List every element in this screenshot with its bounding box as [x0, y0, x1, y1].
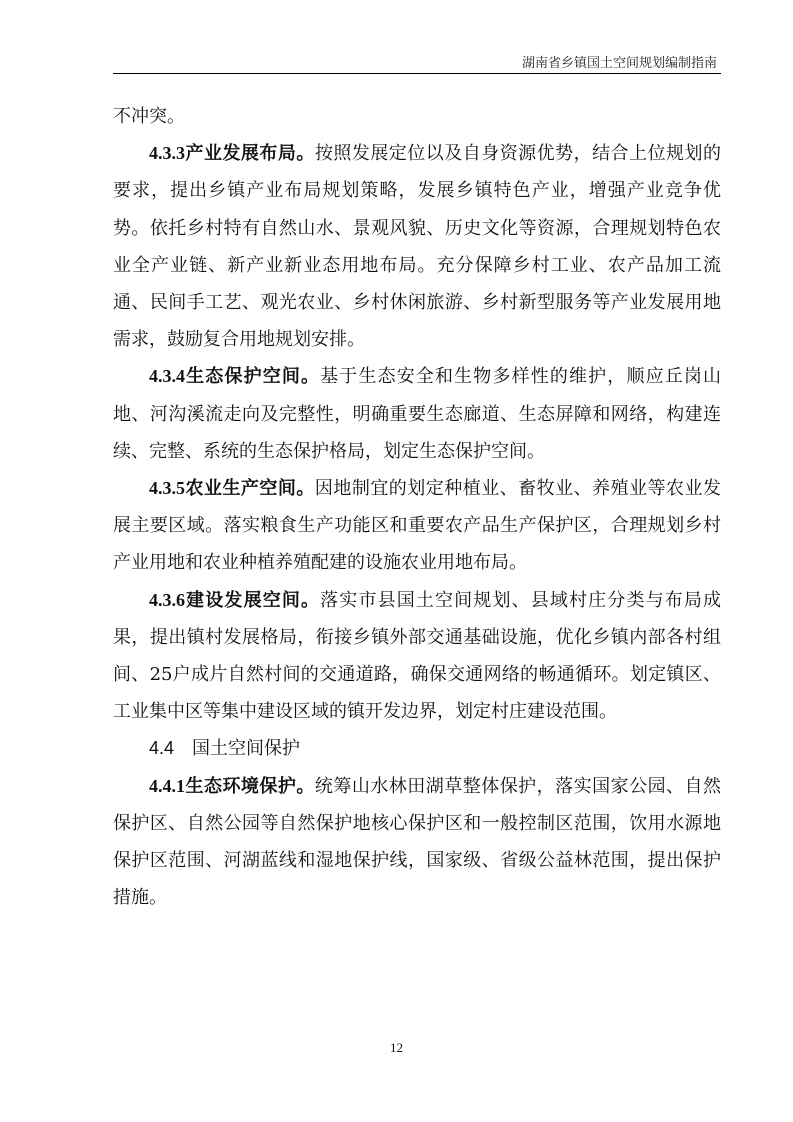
heading-title: 国土空间保护	[192, 738, 301, 760]
page-number: 12	[390, 1040, 403, 1055]
section-body: 基于生态安全和生物多样性的维护，顺应丘岗山地、河沟溪流走向及完整性，明确重要生态廊道、生态屏障和网络，构建连续、完整、系统的生态保护格局，划定生态保护空间。	[113, 366, 722, 462]
heading-number: 4.4	[149, 738, 175, 759]
section-body: 落实市县国土空间规划、县域村庄分类与布局成果，提出镇村发展格局，衔接乡镇外部交通基础设施，优化乡镇内部各村组间、25户成片自然村间的交通道路，确保交通网络的畅通循环。划定镇区、工业集中区等集中建设区域的镇开发边界，划定村庄建设范围。	[113, 589, 722, 723]
paragraph-4-3-3	[113, 135, 721, 358]
section-body: 统筹山水林田湖草整体保护，落实国家公园、自然保护区、自然公园等自然保护地核心保护区和一般控制区范围，饮用水源地保护区范围、河湖蓝线和湿地保护线，国家级、省级公益林范围，提出保护措施。	[113, 775, 722, 909]
paragraph-4-3-6	[113, 582, 721, 731]
paragraph-4-3-4	[113, 358, 721, 470]
paragraph-continuation: 不冲突。	[113, 106, 185, 127]
section-number: 4.3.3	[149, 143, 185, 164]
section-number: 4.3.5	[149, 478, 185, 499]
section-title: 农业生产空间。	[185, 478, 315, 500]
running-header: 湖南省乡镇国土空间规划编制指南	[521, 56, 717, 71]
paragraph-4-4-1	[113, 768, 721, 917]
page-body	[113, 98, 721, 916]
section-body: 因地制宜的划定种植业、畜牧业、养殖业等农业发展主要区域。落实粮食生产功能区和重要农产品生产保护区，合理规划乡村产业用地和农业种植养殖配建的设施农业用地布局。	[113, 478, 722, 574]
section-body: 按照发展定位以及自身资源优势，结合上位规划的要求，提出乡镇产业布局规划策略，发展乡镇特色产业，增强产业竞争优势。依托乡村特有自然山水、景观风貌、历史文化等资源，合理规划特色农业全产业链、新产业新业态用地布局。充分保障乡村工业、农产品加工流通、民间手工艺、观光农业、乡村休闲旅游、乡村新型服务等产业发展用地需求，鼓励复合用地规划安排。	[113, 143, 722, 351]
section-number: 4.4.1	[149, 775, 185, 796]
heading-4-4	[113, 730, 721, 767]
section-number: 4.3.6	[149, 589, 185, 610]
paragraph-4-3-5	[113, 470, 721, 582]
section-title: 建设发展空间。	[185, 589, 321, 611]
header-rule	[113, 73, 721, 74]
section-title: 生态环境保护。	[185, 775, 315, 797]
section-title: 产业发展布局。	[185, 143, 315, 165]
section-title: 生态保护空间。	[185, 366, 321, 388]
section-number: 4.3.4	[149, 366, 185, 387]
